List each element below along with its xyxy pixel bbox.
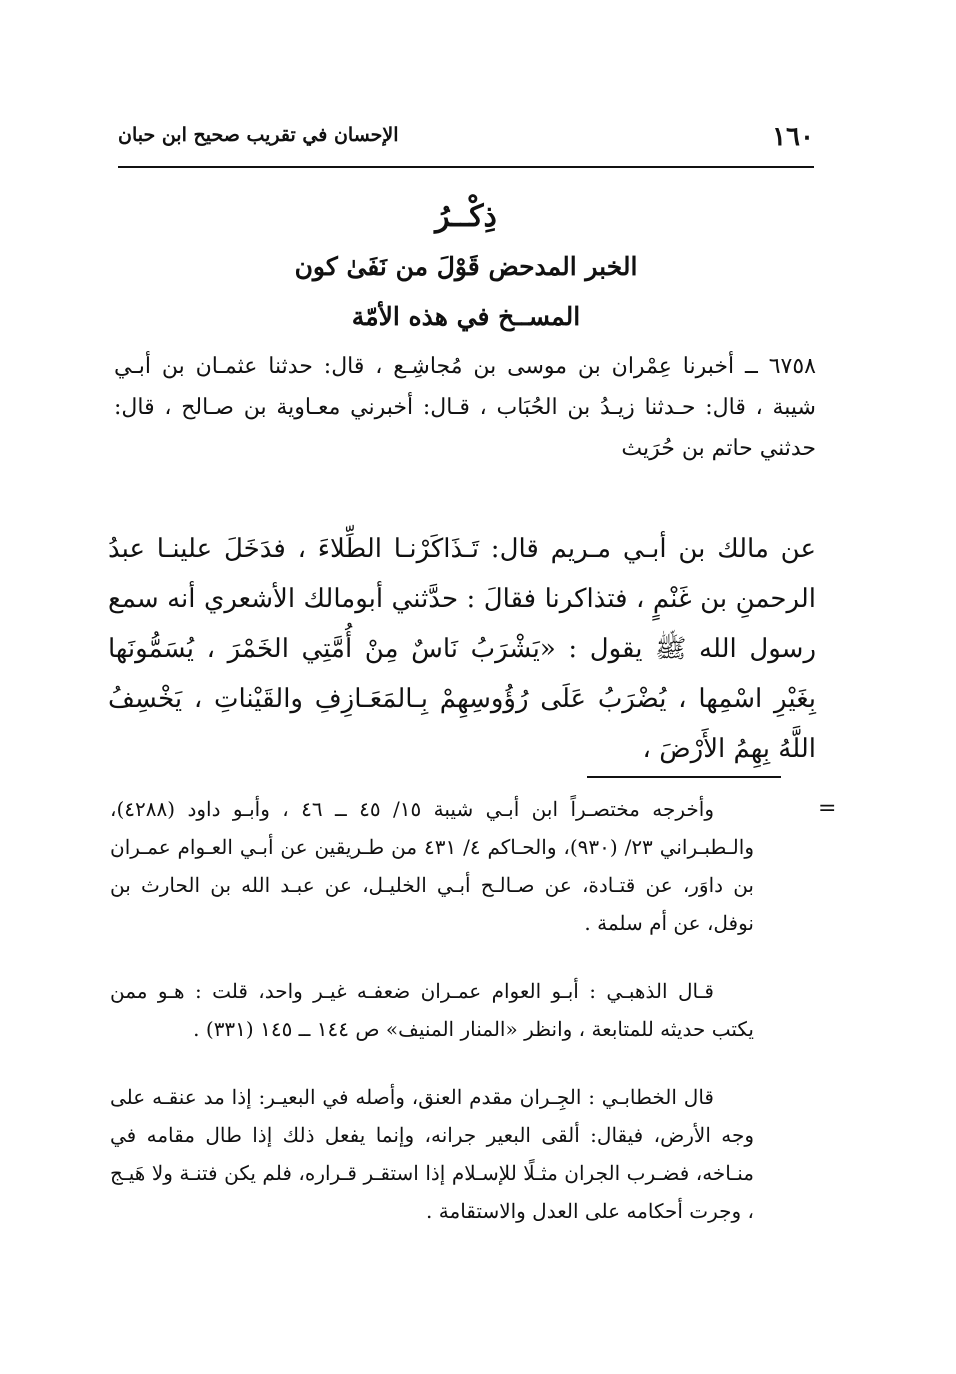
running-header [118,122,814,156]
chapter-title-line-2: المســخ في هذه الأمّة [351,302,581,331]
footnote-2: قـال الذهبـي : أبـو العوام عمـران ضعفـه غيـر واحد، قلت : هـو ممن يكتب حديثه للمتابعة ، وانظر «المنار المنيف» ص ١٤٤ ــ ١٤٥ (٣٣١) . [110,979,754,1041]
footnotes [110,790,754,1260]
matn-paragraph [108,524,816,774]
chapter-label: ذِكْــرُ [435,199,497,234]
matn-text: عن مالك بن أبـي مـريم قال: تَـذَاكَرْنـا الطِّلاءَ ، فدَخَلَ علينـا عبدُ الرحمنِ بن غَنْمٍ ، فتذاكرنا فقالَ : حدَّثني أبومالك الأشعري أنه سمع رسول الله ﷺ يقول : «يَشْرَبُ نَاسٌ مِنْ أُمَّتِي الخَمْرَ ، يُسَمُّونَها بِغَيْرِ اسْمِها ، يُضْرَبُ عَلَى رُؤُوسِهِمْ بِـالمَعَـازِفِ والقَيْناتِ ، يَخْسِفُ اللَّهُ بِهِمُ الأَرْضَ ، [108,534,817,764]
page-number: ١٦٠ [772,122,814,152]
isnad-paragraph [114,346,816,469]
footnote-separator [587,776,781,778]
footnote-1: وأخرجه مختصـراً ابن أبـي شيبة ١٥/ ٤٥ ــ ٤٦ ، وأبـو داود (٤٢٨٨)، والـطبـراني ٢٣/ (٩٣٠)، والحـاكم ٤/ ٤٣١ من طـريقين عن أبـي العـوام عمـران بن داوَر، عن قتـادة، عن صـالـح أبـي الخليـل، عن عبـد الله بن الحارث بن نوفل، عن أم سلمة . [110,797,754,935]
chapter-heading [118,192,814,342]
footnote-continued-mark: = [818,796,837,821]
footnote-3: قال الخطابـي : الجِـران مقدم العنق، وأصله في البعيـر: إذا مد عنقـه على وجه الأرض، فيقال: ألقى البعير جرانه، وإنما يفعل ذلك إذا طال مقامه في منـاخه، فضـرب الجران مثـلًا للإسـلام إذا استقـر قـراره، فلم يكن فتنـة ولا هَيـج ، وجرت أحكامه على العدل والاستقامة . [110,1085,754,1223]
chapter-title-line-1: الخبر المدحض قَوْلَ من نَفَىٰ كون [294,252,638,281]
running-title: الإحسان في تقريب صحيح ابن حبان [118,124,399,146]
isnad-text: ٦٧٥٨ ــ أخبرنا عِمْران بن موسى بن مُجاشِـع ، قال: حدثنا عثمـان بن أبـي شيبة ، قال: حـدثنا زيـدُ بن الحُبَاب ، قـال: أخبرني معـاوية بن صـالح ، قال: حدثني حاتم بن حُرَيث [114,354,816,461]
header-rule [118,166,814,168]
